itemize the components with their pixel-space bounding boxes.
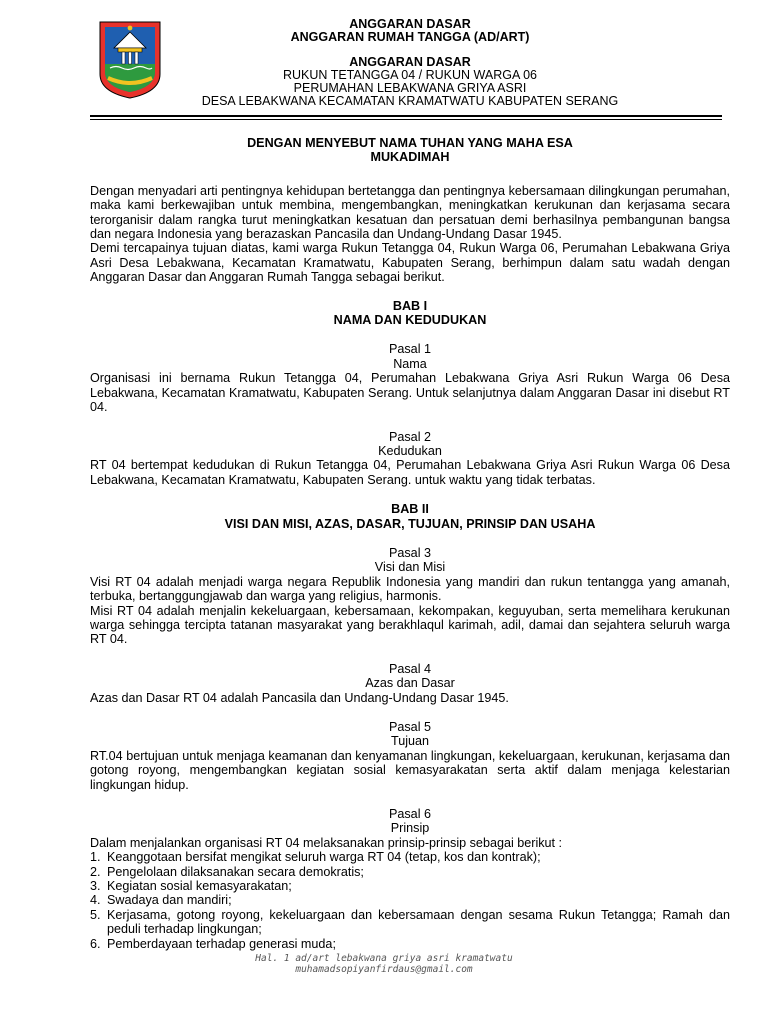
- mukadimah-title: MUKADIMAH: [370, 150, 450, 165]
- pasal-4-name: Azas dan Dasar: [365, 676, 455, 691]
- bab-2-title: VISI DAN MISI, AZAS, DASAR, TUJUAN, PRINSIP DAN USAHA: [224, 516, 596, 531]
- pasal-2-text: RT 04 bertempat kedudukan di Rukun Tetangga 04, Perumahan Lebakwana Griya Asri Rukun Warga 06 Desa Lebakwana, Kecamatan Kramatwatu, Kabupaten Serang. untuk waktu yang tidak terbatas.: [90, 458, 730, 487]
- pasal-6-number: Pasal 6: [388, 807, 431, 822]
- list-item: 6. Pemberdayaan terhadap generasi muda;: [90, 936, 336, 951]
- list-item: 3. Kegiatan sosial kemasyarakatan;: [90, 879, 292, 894]
- bab-2-heading: BAB II: [391, 502, 429, 517]
- pasal-2-number: Pasal 2: [388, 429, 431, 444]
- header-divider-thin: [90, 119, 722, 120]
- preamble-title: DENGAN MENYEBUT NAMA TUHAN YANG MAHA ESA: [247, 136, 573, 150]
- header-title: ANGGARAN DASAR: [349, 17, 471, 31]
- list-item: 1. Keanggotaan bersifat mengikat seluruh warga RT 04 (tetap, kos dan kontrak);: [90, 850, 541, 865]
- pasal-6-name: Prinsip: [390, 821, 430, 836]
- pasal-1-number: Pasal 1: [388, 342, 431, 357]
- pasal-5-text: RT.04 bertujuan untuk menjaga keamanan dan kenyamanan lingkungan, kekeluargaan, kerukunan, kerjasama dan gotong royong, mengembangkan kegiatan sosial kemasyarakatan serta aktif dalam menjaga kelestarian lingkungan hidup.: [90, 748, 730, 792]
- list-item: 4. Swadaya dan mandiri;: [90, 893, 232, 908]
- bab-1-title: NAMA DAN KEDUDUKAN: [333, 313, 487, 328]
- header-divider: [90, 115, 722, 117]
- pasal-5-name: Tujuan: [390, 734, 430, 749]
- document-body: [90, 136, 730, 951]
- pasal-5-number: Pasal 5: [388, 720, 431, 734]
- footer-email: muhamadsopiyanfirdaus@gmail.com: [295, 964, 473, 975]
- pasal-6-intro: Dalam menjalankan organisasi RT 04 melaksanakan prinsip-prinsip sebagai berikut :: [90, 835, 563, 850]
- pasal-3-number: Pasal 3: [388, 545, 431, 560]
- header-desa: DESA LEBAKWANA KECAMATAN KRAMATWATU KABUPATEN SERANG: [201, 94, 619, 108]
- mukadimah-paragraph-2: Demi tercapainya tujuan diatas, kami warga Rukun Tetangga 04, Rukun Warga 06, Perumahan Lebakwana Griya Asri Desa Lebakwana, Kecamatan Kramatwatu, Kabupaten Serang, berhimpun dalam satu wadah dengan Anggaran Dasar dan Anggaran Rumah Tangga sebagai berikut.: [90, 241, 730, 285]
- pasal-3-name: Visi dan Misi: [374, 560, 446, 575]
- document-header: [170, 18, 650, 108]
- pasal-3-misi: Misi RT 04 adalah menjalin kekeluargaan, kebersamaan, kekompakan, keguyuban, serta memelihara kerukunan warga sehingga tercipta tatanan masyarakat yang berakhlaqul karimah, adil, damai dan sejahtera seluruh warga RT 04.: [90, 603, 730, 647]
- header-perumahan: PERUMAHAN LEBAKWANA GRIYA ASRI: [293, 81, 527, 95]
- prinsip-list: [90, 850, 730, 951]
- header-rt-rw: RUKUN TETANGGA 04 / RUKUN WARGA 06: [283, 68, 537, 82]
- bab-1-heading: BAB I: [392, 298, 428, 313]
- pasal-1-name: Nama: [393, 356, 427, 371]
- list-item: 2. Pengelolaan dilaksanakan secara demokratis;: [90, 864, 364, 879]
- mukadimah-paragraph-1: Dengan menyadari arti pentingnya kehidupan bertetangga dan pentingnya kebersamaan dilingkungan perumahan, maka kami berkewajiban untuk membina, mengembangkan, meningkatkan kerukunan dan kerjasama secara terorganisir dalam rangka turut meningkatkan kesatuan dan persatuan demi berhasilnya pembangunan bangsa dan negara Indonesia yang berazaskan Pancasila dan Undang-Undang Dasar 1945.: [90, 183, 730, 242]
- pasal-2-name: Kedudukan: [378, 443, 442, 458]
- header-doc-title: ANGGARAN DASAR: [349, 55, 471, 69]
- header-subtitle: ANGGARAN RUMAH TANGGA (AD/ART): [290, 30, 530, 44]
- pasal-4-text: Azas dan Dasar RT 04 adalah Pancasila dan Undang-Undang Dasar 1945.: [90, 690, 509, 705]
- pasal-3-visi: Visi RT 04 adalah menjadi warga negara Republik Indonesia yang mandiri dan rukun tentangga yang amanah, terbuka, bertanggungjawab dan warga yang religius, harmonis.: [90, 574, 730, 604]
- page-footer: [0, 953, 768, 975]
- pasal-1-text: Organisasi ini bernama Rukun Tetangga 04, Perumahan Lebakwana Griya Asri Rukun Warga 06 Desa Lebakwana, Kecamatan Kramatwatu, Kabupaten Serang. Untuk selanjutnya dalam Anggaran Dasar ini disebut RT 04.: [90, 371, 730, 415]
- list-item: 5. Kerjasama, gotong royong, kekeluargaan dan kebersamaan dengan sesama Rukun Tetangga; Ramah dan peduli terhadap lingkungan;: [90, 907, 730, 937]
- kabupaten-serang-emblem-icon: [96, 18, 164, 100]
- pasal-4-number: Pasal 4: [388, 661, 431, 676]
- footer-page-label: Hal. 1 ad/art lebakwana griya asri kramatwatu: [255, 953, 513, 964]
